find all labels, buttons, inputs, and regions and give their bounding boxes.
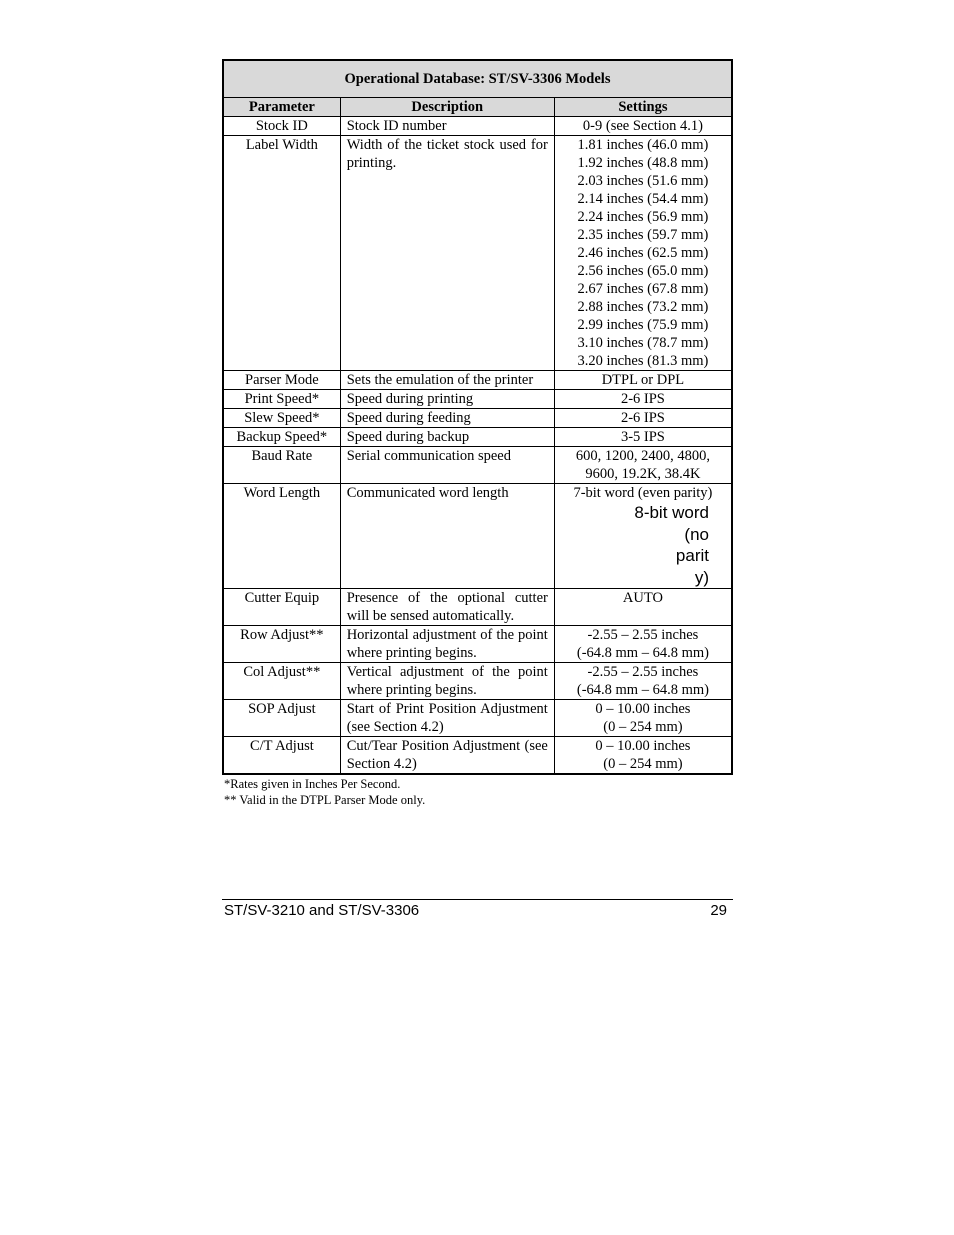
cell-description: Speed during printing [340, 390, 554, 409]
cell-description: Stock ID number [340, 117, 554, 136]
header-settings: Settings [554, 98, 732, 117]
table-title: Operational Database: ST/SV-3306 Models [223, 60, 732, 98]
cell-settings [554, 409, 732, 428]
table-row [223, 428, 732, 447]
cell-description: Communicated word length [340, 484, 554, 589]
settings-line: 2.56 inches (65.0 mm) [577, 263, 709, 279]
page-number: 29 [710, 902, 727, 919]
settings-extra-line: y) [694, 567, 709, 587]
settings-line: 2.88 inches (73.2 mm) [577, 299, 709, 315]
settings-line: (0 – 254 mm) [603, 756, 683, 772]
settings-line: 3.20 inches (81.3 mm) [577, 353, 709, 369]
settings-line: DTPL or DPL [601, 372, 685, 388]
table-row [223, 447, 732, 484]
settings-line: 1.92 inches (48.8 mm) [577, 155, 709, 171]
cell-settings [554, 136, 732, 371]
table-row [223, 371, 732, 390]
cell-settings [554, 371, 732, 390]
footnote-rates: *Rates given in Inches Per Second. [224, 777, 401, 791]
table-body [223, 117, 732, 775]
settings-line: AUTO [622, 590, 663, 606]
settings-line: 2.67 inches (67.8 mm) [577, 281, 709, 297]
table-row [223, 626, 732, 663]
cell-parameter: Word Length [223, 484, 340, 589]
cell-settings [554, 663, 732, 700]
settings-line: 0 – 10.00 inches [595, 701, 691, 717]
settings-extra-line: 8-bit word [634, 503, 709, 522]
cell-parameter: Col Adjust** [223, 663, 340, 700]
cell-parameter: Stock ID [223, 117, 340, 136]
cell-description: Presence of the optional cutter will be sensed automatically. [340, 589, 554, 626]
cell-parameter: SOP Adjust [223, 700, 340, 737]
cell-parameter: Parser Mode [223, 371, 340, 390]
settings-extra-line: parit [675, 546, 709, 565]
footer-divider [222, 899, 733, 900]
settings-line: 2-6 IPS [620, 391, 665, 407]
cell-description: Sets the emulation of the printer [340, 371, 554, 390]
settings-line: 600, 1200, 2400, 4800, [575, 448, 710, 464]
settings-line: 0 – 10.00 inches [595, 738, 691, 754]
settings-extra-line: (no [684, 524, 709, 544]
cell-parameter: C/T Adjust [223, 737, 340, 775]
footnotes [224, 776, 425, 808]
table-row [223, 409, 732, 428]
table-row [223, 589, 732, 626]
settings-line: 2.46 inches (62.5 mm) [577, 245, 709, 261]
cell-settings [554, 626, 732, 663]
cell-settings [554, 428, 732, 447]
cell-description: Start of Print Position Adjustment (see Section 4.2) [340, 700, 554, 737]
settings-line: 2.14 inches (54.4 mm) [577, 191, 709, 207]
footer-model-text: ST/SV-3210 and ST/SV-3306 [224, 902, 420, 919]
table-row [223, 390, 732, 409]
cell-parameter: Backup Speed* [223, 428, 340, 447]
settings-line: (-64.8 mm – 64.8 mm) [576, 645, 709, 661]
table-row [223, 484, 732, 589]
settings-line: 2.24 inches (56.9 mm) [577, 209, 709, 225]
cell-settings [554, 589, 732, 626]
cell-description: Horizontal adjustment of the point where printing begins. [340, 626, 554, 663]
cell-settings [554, 484, 732, 589]
cell-parameter: Label Width [223, 136, 340, 371]
settings-line: 2.99 inches (75.9 mm) [577, 317, 709, 333]
cell-settings [554, 700, 732, 737]
settings-line: (-64.8 mm – 64.8 mm) [576, 682, 709, 698]
settings-line: -2.55 – 2.55 inches [587, 627, 699, 643]
cell-parameter: Baud Rate [223, 447, 340, 484]
settings-line: 9600, 19.2K, 38.4K [585, 466, 701, 482]
cell-settings [554, 390, 732, 409]
cell-description: Serial communication speed [340, 447, 554, 484]
cell-settings [554, 447, 732, 484]
table-row [223, 700, 732, 737]
settings-line: 2.03 inches (51.6 mm) [577, 173, 709, 189]
cell-description: Speed during feeding [340, 409, 554, 428]
table-row [223, 737, 732, 775]
settings-line: 2.35 inches (59.7 mm) [577, 227, 709, 243]
cell-parameter: Print Speed* [223, 390, 340, 409]
cell-parameter: Slew Speed* [223, 409, 340, 428]
settings-line: 1.81 inches (46.0 mm) [577, 137, 709, 153]
settings-line: 0-9 (see Section 4.1) [582, 118, 703, 134]
settings-line: -2.55 – 2.55 inches [587, 664, 699, 680]
settings-extra-block [561, 502, 725, 588]
header-description: Description [340, 98, 554, 117]
settings-line: 3-5 IPS [620, 429, 665, 445]
cell-description: Vertical adjustment of the point where printing begins. [340, 663, 554, 700]
cell-settings [554, 737, 732, 775]
header-parameter: Parameter [223, 98, 340, 117]
table-row [223, 663, 732, 700]
footnote-dtpl: ** Valid in the DTPL Parser Mode only. [224, 793, 426, 807]
cell-description: Speed during backup [340, 428, 554, 447]
operational-database-table [222, 59, 733, 775]
settings-line: 7-bit word (even parity) [573, 485, 713, 501]
cell-settings [554, 117, 732, 136]
cell-parameter: Row Adjust** [223, 626, 340, 663]
settings-line: 3.10 inches (78.7 mm) [577, 335, 709, 351]
cell-description: Width of the ticket stock used for printing. [340, 136, 554, 371]
settings-line: (0 – 254 mm) [603, 719, 683, 735]
cell-description: Cut/Tear Position Adjustment (see Section 4.2) [340, 737, 554, 775]
cell-parameter: Cutter Equip [223, 589, 340, 626]
settings-line: 2-6 IPS [620, 410, 665, 426]
table-row [223, 117, 732, 136]
table-row [223, 136, 732, 371]
table-header-row [223, 98, 732, 117]
